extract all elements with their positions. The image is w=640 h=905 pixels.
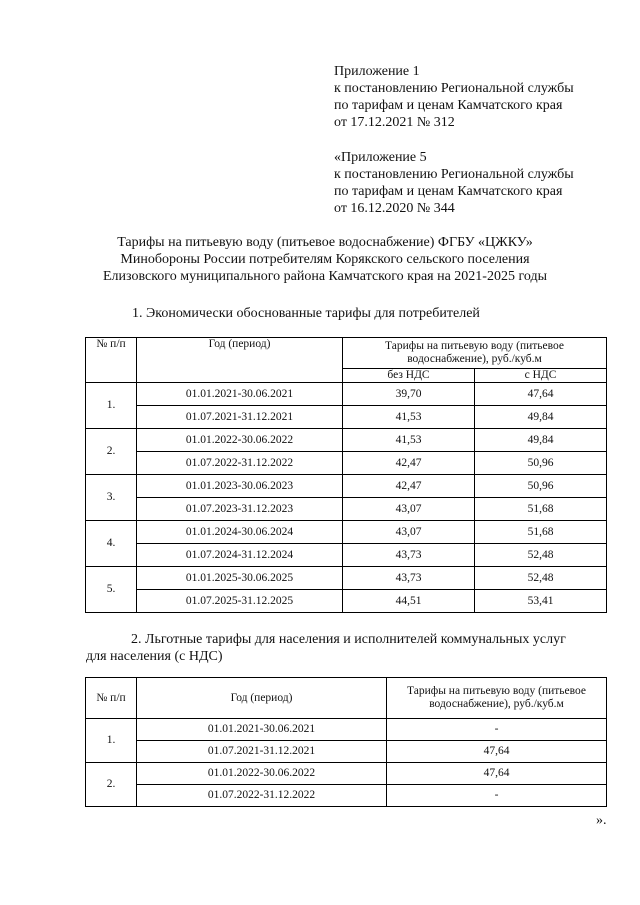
table-row xyxy=(86,383,607,406)
table-row xyxy=(86,763,607,785)
row-num: 1. xyxy=(86,719,137,763)
row-period: 01.07.2022-31.12.2022 xyxy=(137,452,343,475)
header-tariff xyxy=(343,338,607,369)
row-value: - xyxy=(387,719,607,741)
row-no-vat: 39,70 xyxy=(343,383,475,406)
table-row xyxy=(86,590,607,613)
table-row xyxy=(86,475,607,498)
row-no-vat: 44,51 xyxy=(343,590,475,613)
table-row xyxy=(86,785,607,807)
row-period: 01.07.2023-31.12.2023 xyxy=(137,498,343,521)
economic-tariffs-table xyxy=(85,337,607,613)
row-period: 01.01.2023-30.06.2023 xyxy=(137,475,343,498)
row-period: 01.07.2021-31.12.2021 xyxy=(137,406,343,429)
appendix-1-block xyxy=(334,63,634,131)
appendix-1-line: к постановлению Региональной службы xyxy=(334,81,574,96)
row-with-vat: 51,68 xyxy=(475,521,607,544)
row-period: 01.01.2021-30.06.2021 xyxy=(137,383,343,406)
table-row xyxy=(86,521,607,544)
row-with-vat: 53,41 xyxy=(475,590,607,613)
row-with-vat: 52,48 xyxy=(475,544,607,567)
row-with-vat: 52,48 xyxy=(475,567,607,590)
row-period: 01.01.2025-30.06.2025 xyxy=(137,567,343,590)
table-row xyxy=(86,741,607,763)
row-period: 01.01.2022-30.06.2022 xyxy=(137,763,387,785)
row-num: 3. xyxy=(86,475,137,521)
row-period: 01.01.2022-30.06.2022 xyxy=(137,429,343,452)
row-with-vat: 51,68 xyxy=(475,498,607,521)
table-row xyxy=(86,406,607,429)
row-period: 01.07.2021-31.12.2021 xyxy=(137,741,387,763)
table-row xyxy=(86,567,607,590)
row-with-vat: 50,96 xyxy=(475,452,607,475)
appendix-1-line: от 17.12.2021 № 312 xyxy=(334,115,455,130)
title-line: Тарифы на питьевую воду (питьевое водоснабжение) ФГБУ «ЦЖКУ» xyxy=(117,235,533,250)
row-with-vat: 49,84 xyxy=(475,429,607,452)
row-num: 2. xyxy=(86,429,137,475)
header-tariff-line-2: водоснабжение), руб./куб.м xyxy=(407,353,542,365)
title-line: Минобороны России потребителям Корякского сельского поселения xyxy=(120,252,530,267)
row-no-vat: 42,47 xyxy=(343,475,475,498)
row-period: 01.01.2021-30.06.2021 xyxy=(137,719,387,741)
appendix-5-line: к постановлению Региональной службы xyxy=(334,167,574,182)
header-num: № п/п xyxy=(86,338,137,383)
section-2-heading-line-2: для населения (с НДС) xyxy=(86,649,223,664)
document-title xyxy=(70,234,580,285)
section-1-heading: 1. Экономически обоснованные тарифы для потребителей xyxy=(132,306,480,321)
header-num: № п/п xyxy=(86,678,137,719)
row-with-vat: 49,84 xyxy=(475,406,607,429)
row-period: 01.07.2024-31.12.2024 xyxy=(137,544,343,567)
header-tariff-line-2: водоснабжение), руб./куб.м xyxy=(429,698,564,710)
row-value: 47,64 xyxy=(387,741,607,763)
header-no-vat: без НДС xyxy=(343,369,475,383)
appendix-1-line: по тарифам и ценам Камчатского края xyxy=(334,98,563,113)
row-with-vat: 47,64 xyxy=(475,383,607,406)
appendix-5-block xyxy=(334,149,634,217)
section-2-heading-line-1: 2. Льготные тарифы для населения и исполнителей коммунальных услуг xyxy=(131,632,566,647)
row-with-vat: 50,96 xyxy=(475,475,607,498)
row-no-vat: 43,07 xyxy=(343,498,475,521)
appendix-5-line: «Приложение 5 xyxy=(334,150,427,165)
header-tariff xyxy=(387,678,607,719)
table-row xyxy=(86,429,607,452)
header-with-vat: с НДС xyxy=(475,369,607,383)
row-num: 1. xyxy=(86,383,137,429)
header-period: Год (период) xyxy=(137,338,343,383)
header-tariff-line-1: Тарифы на питьевую воду (питьевое xyxy=(385,340,564,352)
row-no-vat: 42,47 xyxy=(343,452,475,475)
preferential-tariffs-table xyxy=(85,677,607,807)
table-row xyxy=(86,719,607,741)
appendix-1-line: Приложение 1 xyxy=(334,64,420,79)
row-no-vat: 41,53 xyxy=(343,429,475,452)
closing-quote: ». xyxy=(596,813,607,828)
table-row xyxy=(86,544,607,567)
appendix-5-line: от 16.12.2020 № 344 xyxy=(334,201,455,216)
row-no-vat: 43,07 xyxy=(343,521,475,544)
row-period: 01.01.2024-30.06.2024 xyxy=(137,521,343,544)
row-period: 01.07.2022-31.12.2022 xyxy=(137,785,387,807)
row-num: 5. xyxy=(86,567,137,613)
row-value: 47,64 xyxy=(387,763,607,785)
row-no-vat: 41,53 xyxy=(343,406,475,429)
table-row xyxy=(86,498,607,521)
row-value: - xyxy=(387,785,607,807)
row-no-vat: 43,73 xyxy=(343,567,475,590)
appendix-5-line: по тарифам и ценам Камчатского края xyxy=(334,184,563,199)
row-num: 2. xyxy=(86,763,137,807)
row-num: 4. xyxy=(86,521,137,567)
row-period: 01.07.2025-31.12.2025 xyxy=(137,590,343,613)
header-tariff-line-1: Тарифы на питьевую воду (питьевое xyxy=(407,685,586,697)
title-line: Елизовского муниципального района Камчатского края на 2021-2025 годы xyxy=(103,269,547,284)
table-row xyxy=(86,452,607,475)
header-period: Год (период) xyxy=(137,678,387,719)
row-no-vat: 43,73 xyxy=(343,544,475,567)
